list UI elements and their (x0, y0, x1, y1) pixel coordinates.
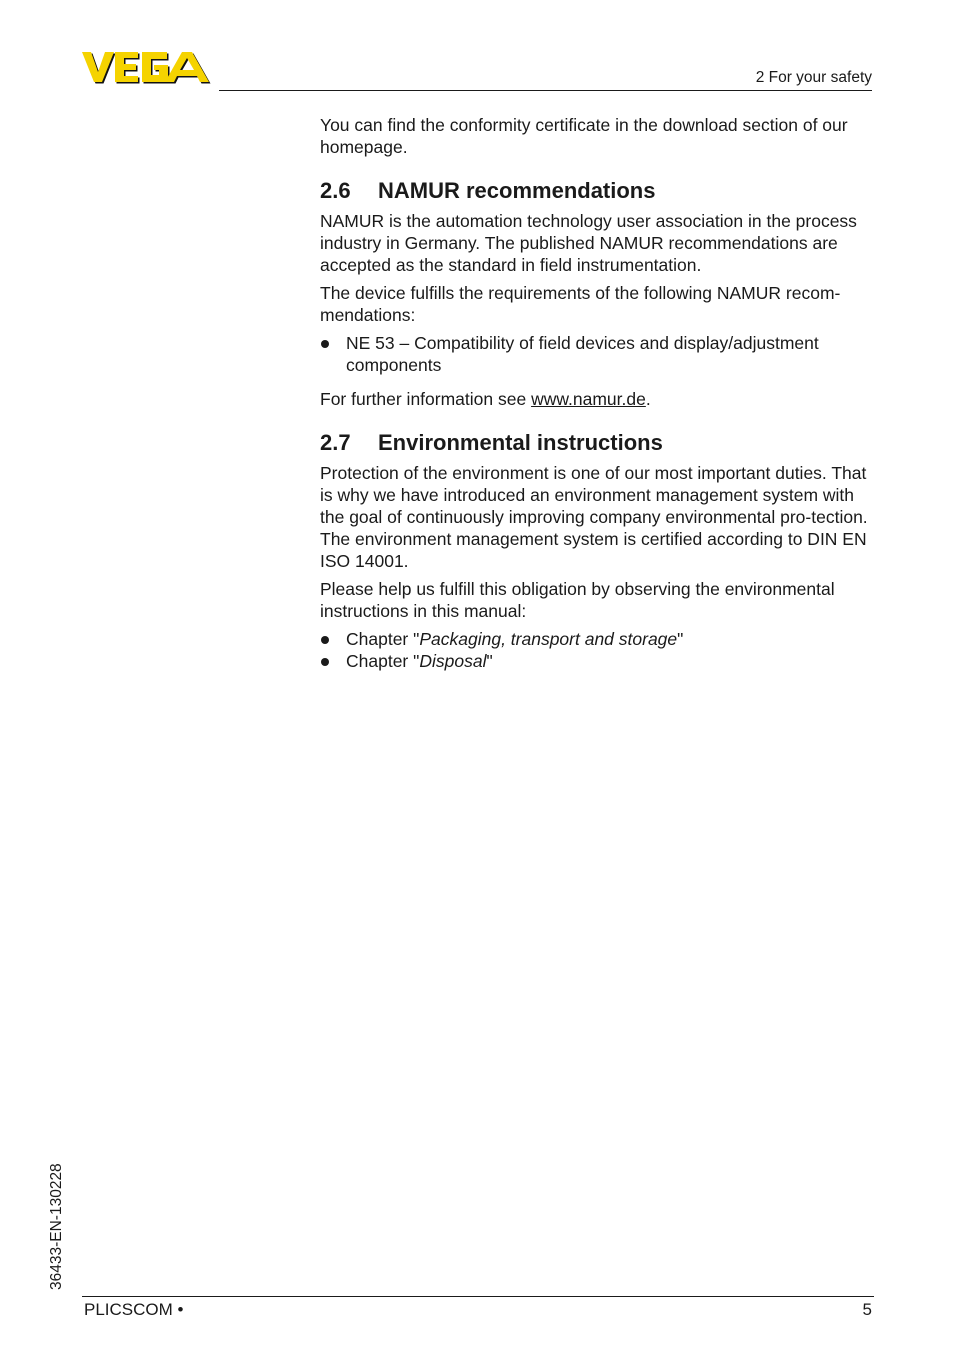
further-info-text: For further information see (320, 389, 532, 409)
environment-paragraph-1: Protection of the environment is one of our most important duties. That is why we have introduced an environment management system with the goal of continuously improving company environmental pro-tection. The environment management system is certified according to DIN EN ISO 14001. (320, 463, 868, 571)
document-code: 36433-EN-130228 (48, 1163, 65, 1290)
section-2-6-heading (320, 178, 874, 204)
namur-list (320, 332, 874, 376)
bullet-suffix: " (486, 651, 493, 671)
environment-list (320, 628, 874, 672)
bullet-prefix: Chapter " (346, 651, 420, 671)
further-info (320, 388, 874, 410)
namur-link[interactable]: www.namur.de (531, 389, 646, 409)
intro-paragraph: You can find the conformity certificate in the download section of our homepage. (320, 115, 848, 157)
footer-divider (82, 1296, 874, 1297)
section-number: 2.6 (320, 178, 351, 203)
list-item (320, 628, 874, 650)
section-2-7-heading (320, 430, 874, 456)
list-item (320, 650, 874, 672)
page-number: 5 (862, 1300, 872, 1319)
footer-product: PLICSCOM • (84, 1300, 184, 1319)
vega-logo (82, 52, 212, 84)
further-info-punct: . (645, 389, 651, 409)
chapter-name: Disposal (419, 651, 487, 671)
namur-paragraph-2: The device fulfills the requirements of the following NAMUR recom-mendations: (320, 283, 841, 325)
bullet-prefix: Chapter " (346, 629, 420, 649)
chapter-name: Packaging, transport and storage (419, 629, 678, 649)
section-title: NAMUR recommendations (378, 178, 656, 203)
environment-paragraph-2: Please help us fulfill this obligation by observing the environmental instructions in this manual: (320, 579, 835, 621)
header-section-title: 2 For your safety (755, 69, 872, 86)
section-title: Environmental instructions (378, 430, 663, 455)
header-divider (219, 90, 872, 91)
list-item: NE 53 – Compatibility of field devices and display/adjustment components (320, 332, 874, 376)
main-content (320, 114, 874, 684)
namur-paragraph-1: NAMUR is the automation technology user association in the process industry in Germany. The published NAMUR recommendations are accepted as the standard in field instrumentation. (320, 211, 857, 275)
section-number: 2.7 (320, 430, 351, 455)
bullet-suffix: " (677, 629, 684, 649)
